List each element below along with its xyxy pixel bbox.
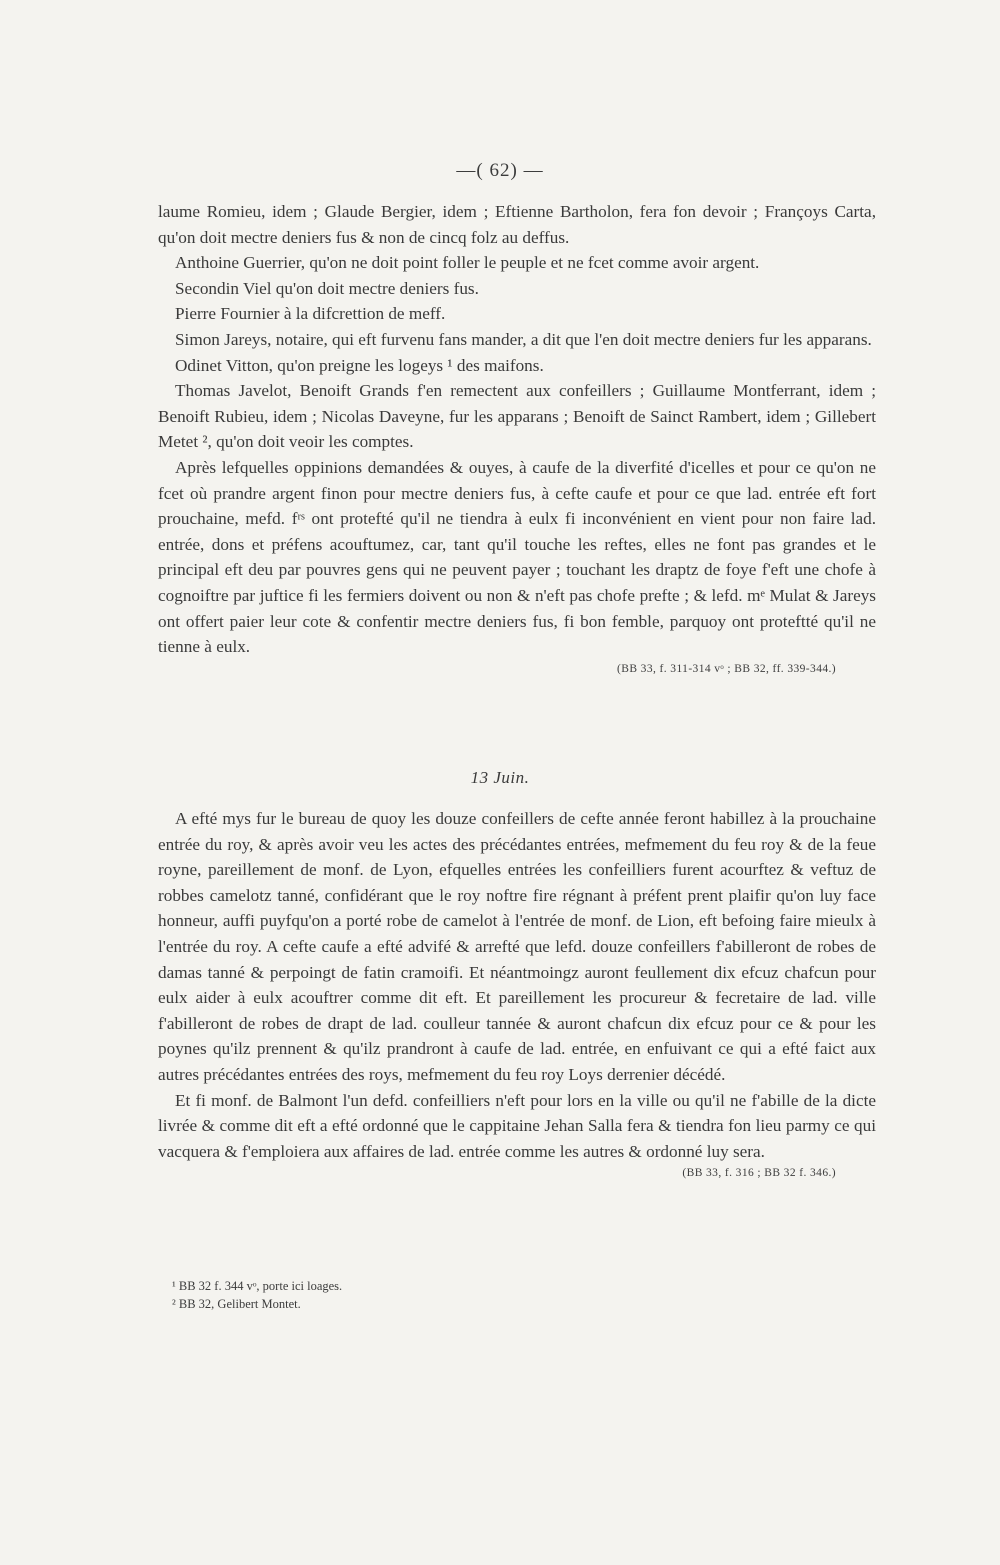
paragraph: Secondin Viel qu'on doit mectre deniers fus. [175,278,479,298]
paragraph: Pierre Fournier à la difcrettion de meff. [175,304,446,324]
paragraph: Simon Jareys, notaire, qui eft furvenu fans mander, a dit que l'en doit mectre deniers fur les apparans. [175,329,872,349]
citation: (BB 33, f. 311-314 vᵒ ; BB 32, ff. 339-344.) [617,662,836,675]
text-block-1 [158,199,876,677]
footnotes [172,1277,672,1313]
paragraph: Anthoine Guerrier, qu'on ne doit point foller le peuple et ne fcet comme avoir argent. [175,253,760,273]
paragraph: Odinet Vitton, qu'on preigne les logeys ¹ des maifons. [175,355,544,375]
footnote: ² BB 32, Gelibert Montet. [172,1297,301,1311]
paragraph: Et fi monf. de Balmont l'un defd. confeilliers n'eft pour lors en la ville ou qu'il ne f'abille de la dicte livrée & comme dit eft a efté ordonné que le cappitaine Jehan Salla fera & tiendra fon lieu parmy ce qui vacquera & f'emploiera aux affaires de lad. entrée comme les autres & ordonné luy sera. [158,1090,876,1161]
paragraph: Après lefquelles oppinions demandées & ouyes, à caufe de la diverfité d'icelles et pour ce qu'on ne fcet où prandre argent finon pour mectre deniers fus, à cefte caufe et pour ce que lad. entrée eft fort prouchaine, mefd. fʳˢ ont protefté qu'il ne tiendra à eulx fi inconvénient en vient pour non faire lad. entrée, dons et préfens acouftumez, car, tant qu'il touche les reftes, elles ne font pas grandes et le principal eft deu par pouvres gens qui ne peuvent payer ; touchant les draptz de foye f'eft une chofe à cognoiftre par juftice fi les fermiers doivent ou non & n'eft pas chofe prefte ; & lefd. mᵉ Mulat & Jareys ont offert paier leur cote & confentir mectre deniers fus, fi bon femble, parquoy ont proteftté qu'il ne tienne à eulx. [158,457,876,657]
page-number: —( 62) — [456,160,544,181]
date-heading: 13 Juin. [470,768,530,787]
paragraph: A efté mys fur le bureau de quoy les douze confeillers de cefte année feront habillez à la prouchaine entrée du roy, & après avoir veu les actes des précédantes entrées, mefmement du feu roy & de la feue royne, pareillement de monf. de Lyon, efquelles entrées les confeilliers furent acourftez & veftuz de robbes camelotz tanné, confidérant que le roy noftre fire régnant à préfent prent plaifir qu'on luy face honneur, auffi puyfqu'on a porté robe de camelot à l'entrée de monf. de Lion, eft befoing faire mieulx à l'entrée du roy. A cefte caufe a efté advifé & arrefté que lefd. douze confeillers f'abilleront de robes de damas tanné & perpoingt de fatin cramoifi. Et néantmoingz auront feullement dix efcuz chafcun pour eulx aider à eulx acouftrer comme dit eft. Et pareillement les procureur & fecretaire de lad. ville f'abilleront de robes de drapt de lad. coulleur tannée & auront chafcun dix efcuz pour ce & pour les poynes qu'ilz prennent & qu'ilz prandront à caufe de lad. entrée, en enfuivant ce qui a efté faict aux autres précédantes entrées des roys, mefmement du feu roy Loys derrenier décédé. [158,809,876,1084]
paragraph: Thomas Javelot, Benoift Grands f'en remectent aux confeillers ; Guillaume Montferrant, idem ; Benoift Rubieu, idem ; Nicolas Daveyne, fur les apparans ; Benoift de Sainct Rambert, idem ; Gillebert Metet ², qu'on doit veoir les comptes. [158,381,876,452]
text-block-2 [158,806,876,1181]
citation: (BB 33, f. 316 ; BB 32 f. 346.) [682,1167,836,1180]
footnote: ¹ BB 32 f. 344 vᵒ, porte ici loages. [172,1279,343,1293]
paragraph: laume Romieu, idem ; Glaude Bergier, idem ; Eftienne Bartholon, fera fon devoir ; Françoys Carta, qu'on doit mectre deniers fus & non de cincq folz au deffus. [158,202,876,247]
